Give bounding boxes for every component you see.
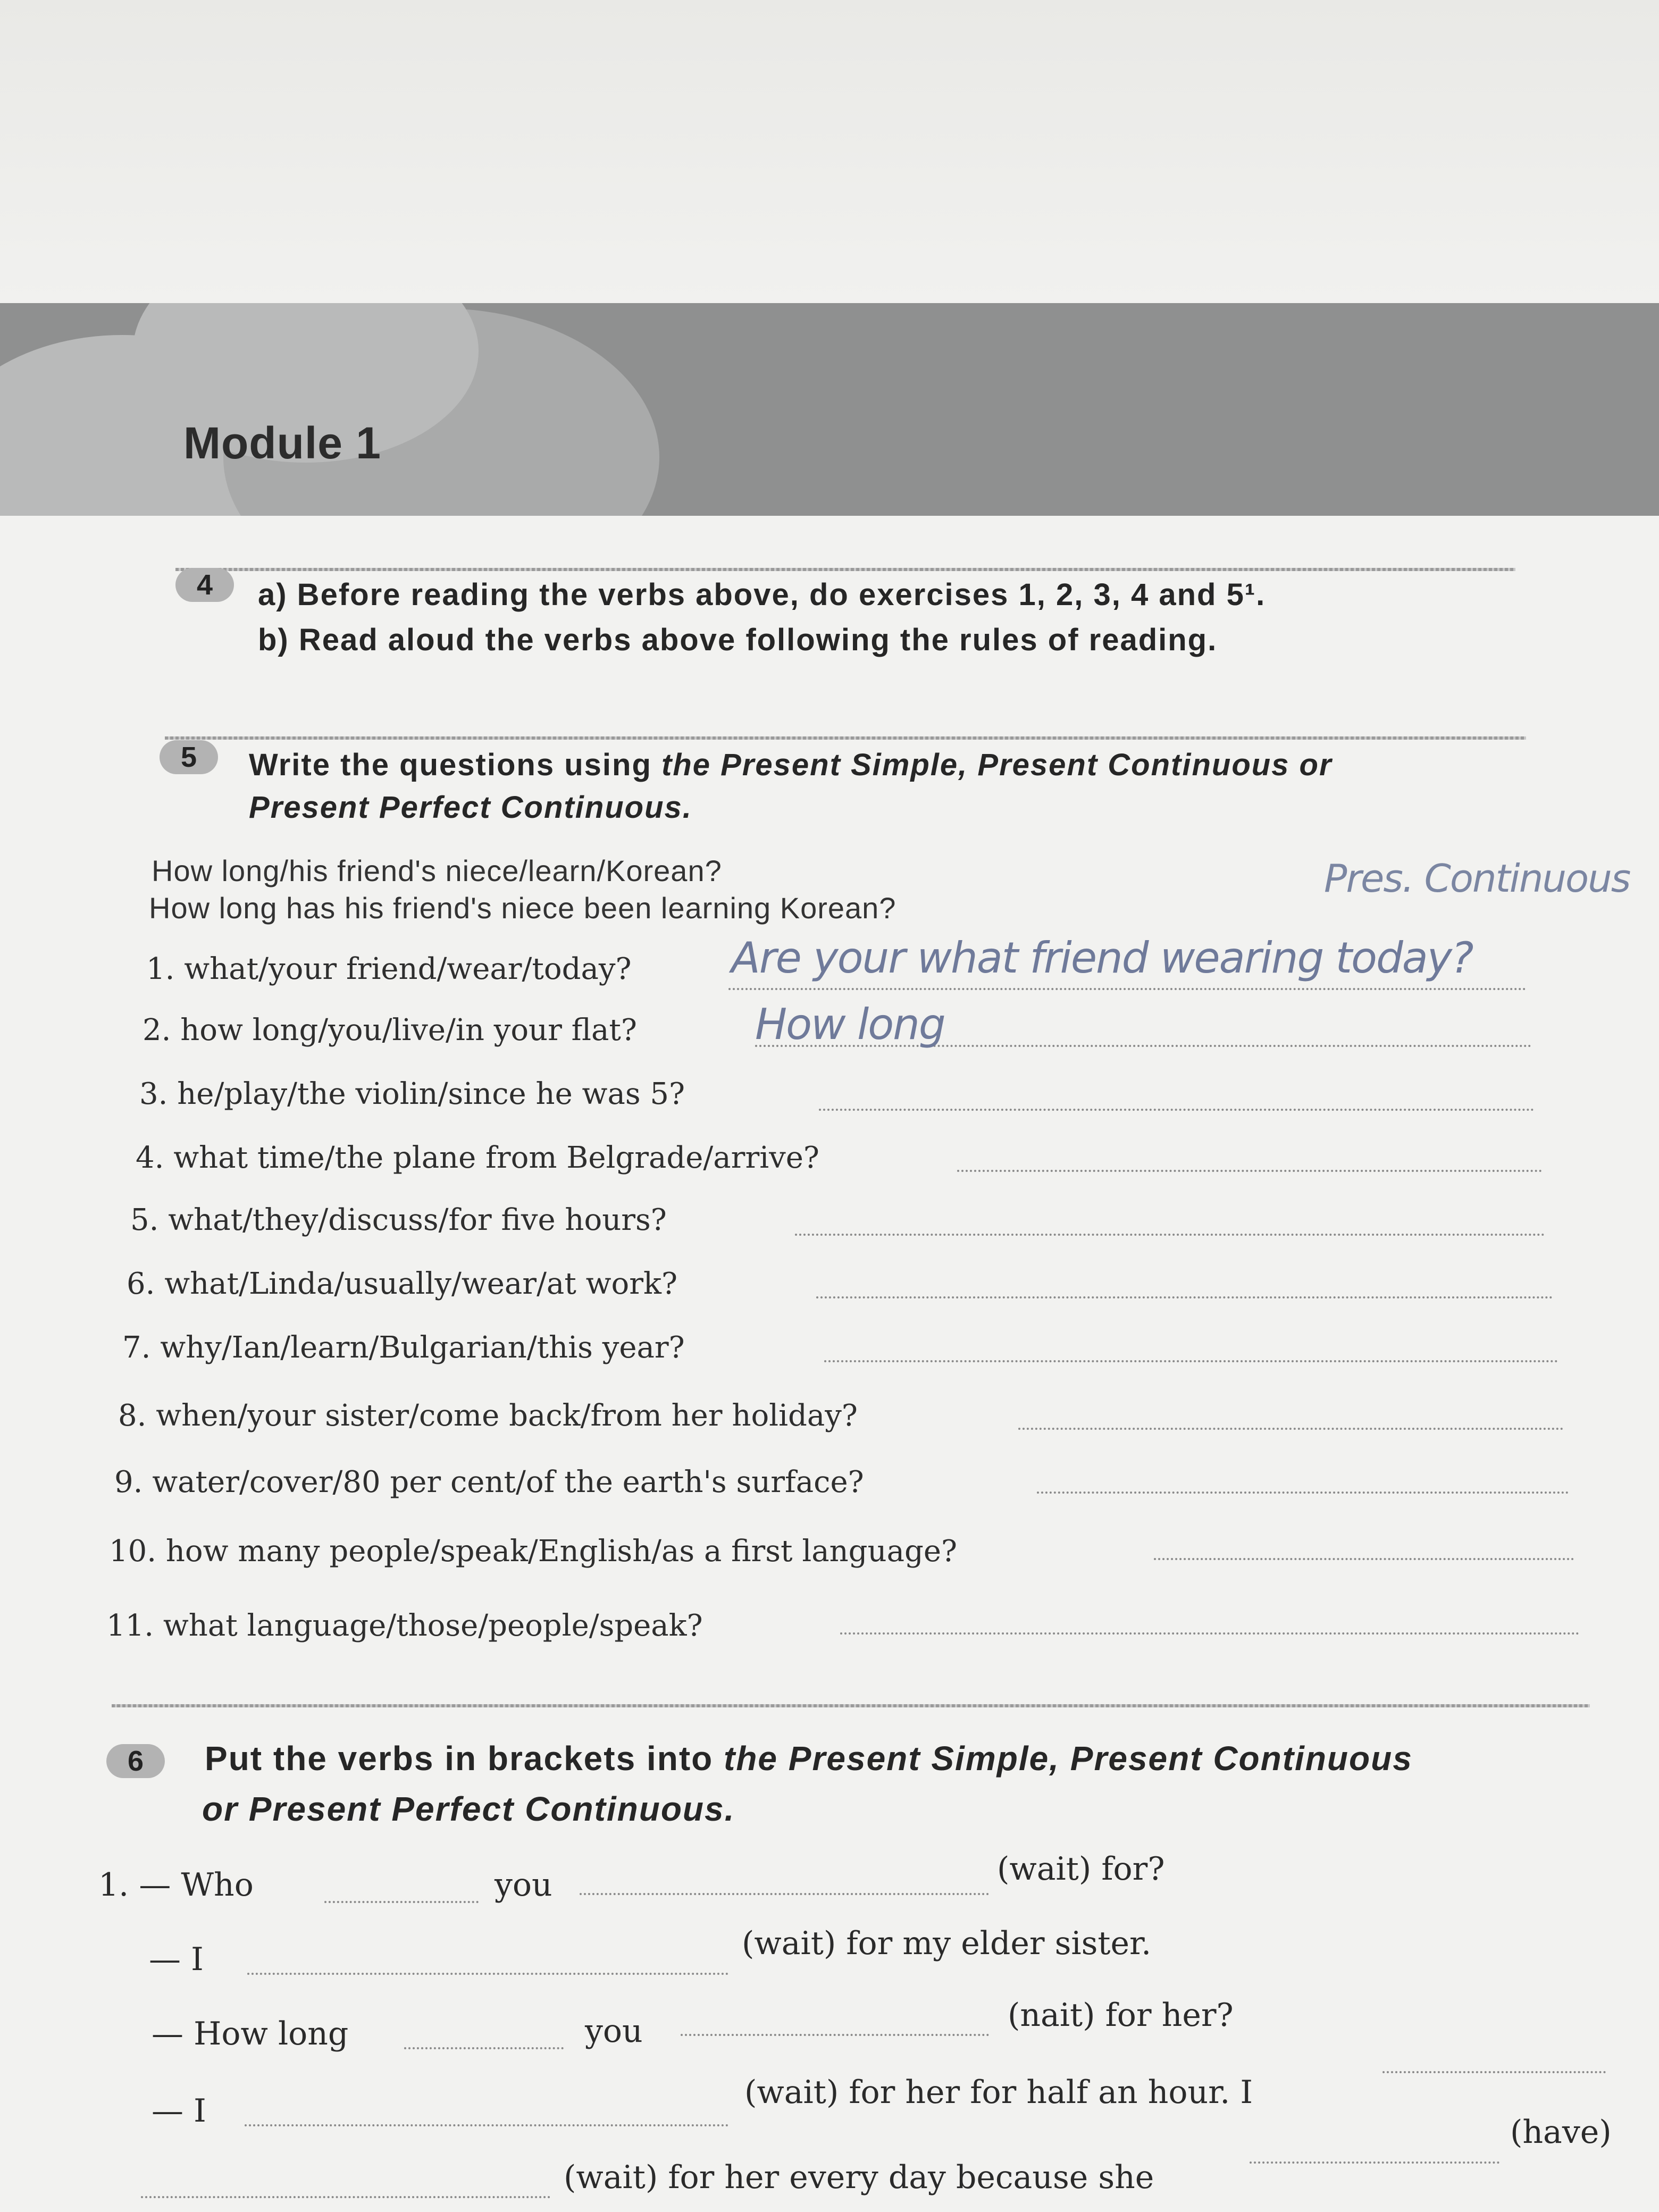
dialogue-line-3-end: (nait) for her? — [1008, 1997, 1234, 2034]
module-banner — [0, 303, 1659, 516]
dialogue-line-1-end: (wait) for? — [997, 1850, 1165, 1888]
exercise-4-line-b: b) Read aloud the verbs above following the rules of reading. — [258, 623, 1218, 657]
dialogue-line-3-you: you — [585, 2013, 643, 2050]
dialogue-line-2-end: (wait) for my elder sister. — [742, 1925, 1152, 1962]
answer-blank-11[interactable] — [840, 1632, 1579, 1635]
exercise-5-number: 5 — [160, 740, 218, 774]
gap-4b[interactable] — [1382, 2071, 1606, 2073]
gap-1a[interactable] — [324, 1901, 479, 1903]
gap-5a[interactable] — [141, 2196, 550, 2198]
section-divider — [175, 568, 1515, 571]
section-divider — [112, 1704, 1590, 1707]
answer-blank-3[interactable] — [819, 1109, 1534, 1111]
section-divider — [165, 736, 1526, 740]
question-3: 3. he/play/the violin/since he was 5? — [139, 1077, 685, 1111]
question-7: 7. why/Ian/learn/Bulgarian/this year? — [122, 1330, 685, 1365]
gap-5b[interactable] — [1250, 2161, 1499, 2164]
handwritten-answer-1: Are your what friend wearing today? — [731, 933, 1473, 983]
module-title: Module 1 — [183, 418, 382, 468]
dialogue-line-2-start: — I — [149, 1941, 204, 1978]
answer-blank-7[interactable] — [824, 1360, 1558, 1362]
question-4: 4. what time/the plane from Belgrade/arrive? — [136, 1141, 819, 1175]
exercise-6-number: 6 — [106, 1744, 165, 1778]
exercise-4-line-a: a) Before reading the verbs above, do exercises 1, 2, 3, 4 and 5¹. — [258, 577, 1266, 612]
question-5: 5. what/they/discuss/for five hours? — [130, 1203, 667, 1237]
dialogue-line-4-end: (have) — [1510, 2114, 1612, 2151]
gap-4a[interactable] — [245, 2124, 728, 2126]
gap-2[interactable] — [247, 1973, 728, 1975]
exercise-6-instruction-2: or Present Perfect Continuous. — [202, 1790, 735, 1828]
exercise-5-example-answer: How long has his friend's niece been learning Korean? — [149, 891, 896, 925]
answer-blank-9[interactable] — [1037, 1492, 1569, 1494]
dialogue-line-1-you: you — [495, 1866, 552, 1904]
answer-blank-8[interactable] — [1018, 1428, 1563, 1430]
question-6: 6. what/Linda/usually/wear/at work? — [127, 1267, 677, 1301]
dialogue-line-3-start: — How long — [152, 2015, 349, 2052]
exercise-4-number: 4 — [175, 568, 234, 602]
dialogue-line-1-start: 1. — Who — [98, 1866, 254, 1904]
page-margin-top — [0, 0, 1659, 303]
handwritten-note: Pres. Continuous — [1324, 856, 1630, 901]
gap-3a[interactable] — [404, 2047, 564, 2049]
exercise-5-instruction-1: Write the questions using the Present Simple, Present Continuous or — [249, 748, 1333, 782]
answer-blank-6[interactable] — [816, 1296, 1553, 1298]
handwritten-answer-2: How long — [755, 1000, 945, 1049]
dialogue-line-4-start: — I — [152, 2092, 206, 2130]
dialogue-line-5-mid: (wait) for her every day because she — [564, 2159, 1154, 2196]
question-1: 1. what/your friend/wear/today? — [146, 952, 632, 986]
gap-1b[interactable] — [580, 1893, 989, 1895]
answer-blank-10[interactable] — [1154, 1558, 1574, 1560]
question-8: 8. when/your sister/come back/from her holiday? — [118, 1398, 858, 1433]
answer-blank-1[interactable] — [728, 988, 1526, 990]
dialogue-line-4-mid: (wait) for her for half an hour. I — [744, 2074, 1253, 2111]
question-10: 10. how many people/speak/English/as a first language? — [109, 1534, 957, 1569]
question-11: 11. what language/those/people/speak? — [106, 1608, 703, 1643]
gap-3b[interactable] — [681, 2034, 989, 2036]
exercise-5-example-prompt: How long/his friend's niece/learn/Korean? — [152, 854, 722, 887]
exercise-6-instruction-1: Put the verbs in brackets into the Present Simple, Present Continuous — [205, 1739, 1413, 1778]
question-9: 9. water/cover/80 per cent/of the earth's surface? — [114, 1465, 864, 1499]
question-2: 2. how long/you/live/in your flat? — [143, 1013, 637, 1048]
answer-blank-5[interactable] — [795, 1234, 1545, 1236]
exercise-5-instruction-2: Present Perfect Continuous. — [249, 790, 692, 825]
answer-blank-4[interactable] — [957, 1170, 1542, 1172]
